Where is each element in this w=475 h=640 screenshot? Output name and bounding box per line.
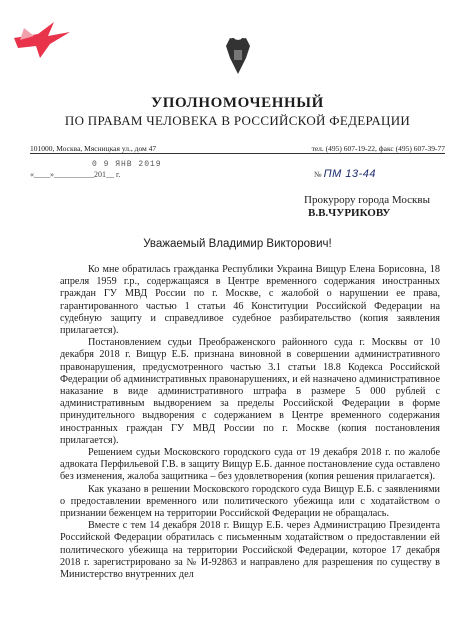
paragraph: Ко мне обратилась гражданка Республики Украина Вищур Елена Борисовна, 18 апреля 1959 г.р., содержащаяся в Центре временного содержания иностранных граждан ГУ МВД России по г. Москве, с жалобой о нарушении ее права, гарантированного частью 1 статьи 46 Конституции Российской Федерации на судебную защиту и справедливое судебное разбирательство (копия заявления прилагается). xyxy=(60,264,440,337)
paragraph: Постановлением судьи Преображенского районного суда г. Москвы от 10 декабря 2018 г. Вищур Е.Б. признана виновной в совершении административного правонарушения, предусмотренного частью 3.1 статьи 18.8 Кодекса Российской Федерации об административных правонарушениях, и ей назначено административное наказание в виде административного штрафа в размере 5 000 рублей с административным выдворением за пределы Российской Федерации в форме принудительного выдворения с содержанием в Центре временного содержания иностранных граждан ГУ МВД России по г. Москве (копия постановления прилагается). xyxy=(60,337,440,446)
greeting: Уважаемый Владимир Викторович! xyxy=(143,238,332,250)
coat-of-arms-icon xyxy=(224,36,252,76)
letter-body xyxy=(60,264,440,581)
date-field: «____»__________201__ г. xyxy=(30,170,121,179)
paragraph: Решением судьи Московского городского суда от 19 декабря 2018 г. по жалобе адвоката Перфильевой Г.В. в защиту Вищур Е.Б. данное постановление суда оставлено без изменения, жалоба защитника – без удовлетворения (копия решения прилагается). xyxy=(60,447,440,483)
document-number xyxy=(314,168,376,180)
addressee-name: В.В.ЧУРИКОВУ xyxy=(308,207,391,219)
organization-subtitle: ПО ПРАВАМ ЧЕЛОВЕКА В РОССИЙСКОЙ ФЕДЕРАЦИИ xyxy=(64,113,411,128)
header-divider xyxy=(30,153,445,154)
paragraph: Вместе с тем 14 декабря 2018 г. Вищур Е.Б. через Администрацию Президента Российской Федерации обратилась с письменным ходатайством о предоставлении ей политического убежища на территории Российской Федерации, которое 17 декабря 2018 г. зарегистрировано за № И-92863 и направлено для разрешения по существу в Министерство внутренних дел xyxy=(60,520,440,581)
registration-date-stamp: 0 9 ЯНВ 2019 xyxy=(92,160,162,169)
addressee-title: Прокурору города Москвы xyxy=(304,194,430,206)
number-value: ПМ 13-44 xyxy=(323,168,376,180)
organization-address: 101000, Москва, Мясницкая ул., дом 47 xyxy=(30,144,157,153)
organization-contacts: тел. (495) 607-19-22, факс (495) 607-39-77 xyxy=(311,144,445,153)
paragraph: Как указано в решении Московского городского суда Вищур Е.Б. с заявлениями о предоставлении временного или политического убежища или с ходатайством о признании беженцем на территории Российской Федерации не обращалась. xyxy=(60,483,440,520)
organization-title: УПОЛНОМОЧЕННЫЙ xyxy=(151,95,324,111)
number-prefix: № xyxy=(314,170,322,179)
bird-logo-icon xyxy=(10,18,72,62)
